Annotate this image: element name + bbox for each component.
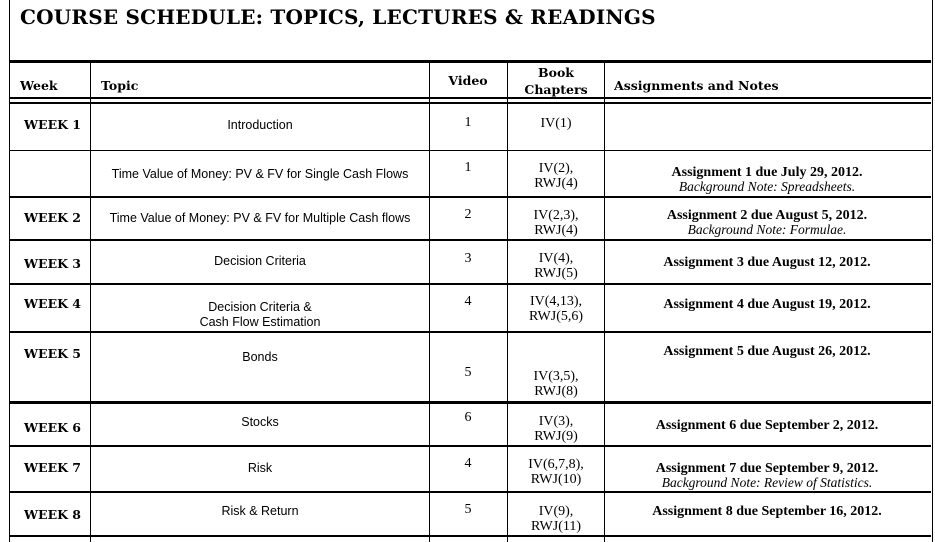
book-chapters <box>508 208 604 238</box>
video-count: 1 <box>464 160 472 175</box>
video-count: 3 <box>464 251 472 266</box>
page-title: COURSE SCHEDULE: TOPICS, LECTURES & READINGS <box>20 5 656 29</box>
rule-row <box>9 239 931 241</box>
book-line1: IV(6,7,8), <box>528 457 584 472</box>
book-chapters <box>508 504 604 534</box>
week-label: WEEK 6 <box>24 420 82 435</box>
topic-cell <box>92 167 428 182</box>
background-note: Background Note: Spreadsheets. <box>678 179 856 194</box>
rule-row <box>9 445 931 447</box>
assignment-due: Assignment 3 due August 12, 2012. <box>663 255 871 270</box>
book-line1: IV(3,5), <box>533 369 579 384</box>
col-divider <box>90 62 91 542</box>
header-video: Video <box>448 73 488 88</box>
week-label: WEEK 2 <box>24 210 82 225</box>
video-count: 1 <box>464 115 472 130</box>
header-book-line1: Book <box>538 65 574 80</box>
assignment-cell <box>605 419 929 433</box>
book-chapters <box>508 116 604 131</box>
book-chapters <box>508 294 604 324</box>
rule-row <box>9 331 931 333</box>
book-line1: IV(4), <box>538 251 574 266</box>
header-notes: Assignments and Notes <box>614 78 779 93</box>
assignment-due: Assignment 6 due September 2, 2012. <box>655 418 879 433</box>
assignment-cell <box>605 298 929 312</box>
topic-line2: Cash Flow Estimation <box>199 315 321 329</box>
topic-line1: Time Value of Money: PV & FV for Multiple Cash flows <box>109 211 411 225</box>
topic-line1: Decision Criteria <box>214 254 306 268</box>
rule-row <box>9 150 931 151</box>
topic-cell <box>92 254 428 269</box>
topic-cell <box>92 350 428 365</box>
assignment-cell <box>605 462 929 490</box>
rule-header <box>9 97 931 99</box>
week-label: WEEK 4 <box>24 296 82 311</box>
topic-cell <box>92 211 428 226</box>
rule-row <box>9 102 931 104</box>
topic-cell <box>92 461 428 476</box>
rule-row <box>9 283 931 285</box>
book-chapters <box>508 161 604 191</box>
header-topic: Topic <box>101 78 139 93</box>
video-count: 4 <box>464 294 472 309</box>
book-line2: RWJ(4) <box>534 176 578 191</box>
topic-line1: Risk <box>247 461 273 475</box>
video-count: 4 <box>464 456 472 471</box>
background-note: Background Note: Formulae. <box>687 222 847 237</box>
topic-line1: Time Value of Money: PV & FV for Single Cash Flows <box>111 167 409 181</box>
topic-cell <box>92 118 428 133</box>
header-book-chapters <box>508 64 604 98</box>
rule-row <box>9 491 931 493</box>
book-line2: RWJ(4) <box>534 223 578 238</box>
book-line1: IV(9), <box>538 504 574 519</box>
week-label: WEEK 1 <box>24 117 82 132</box>
assignment-cell <box>605 505 929 519</box>
book-chapters <box>508 369 604 399</box>
topic-cell <box>92 300 428 330</box>
rule-title <box>9 60 931 63</box>
assignment-due: Assignment 7 due September 9, 2012. <box>655 461 879 476</box>
book-line2: RWJ(9) <box>534 429 578 444</box>
topic-cell <box>92 415 428 430</box>
rule-row <box>9 535 931 537</box>
week-label: WEEK 5 <box>24 346 82 361</box>
header-book-line2: Chapters <box>524 82 588 97</box>
assignment-cell <box>605 345 929 359</box>
topic-line1: Decision Criteria & <box>208 300 312 314</box>
topic-line1: Bonds <box>242 350 278 364</box>
topic-line1: Introduction <box>227 118 293 132</box>
book-line1: IV(4,13), <box>529 294 583 309</box>
book-line2: RWJ(11) <box>530 519 582 534</box>
topic-cell <box>92 504 428 519</box>
book-chapters <box>508 457 604 487</box>
video-count: 2 <box>464 207 472 222</box>
background-note: Background Note: Review of Statistics. <box>661 475 873 490</box>
book-line1: IV(2,3), <box>533 208 579 223</box>
assignment-cell <box>605 256 929 270</box>
video-count: 6 <box>464 410 472 425</box>
book-line2: RWJ(5) <box>534 266 578 281</box>
topic-line1: Risk & Return <box>221 504 299 518</box>
video-count: 5 <box>464 365 472 380</box>
assignment-due: Assignment 8 due September 16, 2012. <box>652 504 882 519</box>
assignment-due: Assignment 2 due August 5, 2012. <box>666 208 868 223</box>
book-line1: IV(3), <box>538 414 574 429</box>
video-count: 5 <box>464 502 472 517</box>
book-chapters <box>508 414 604 444</box>
rule-row <box>9 196 931 198</box>
assignment-due: Assignment 4 due August 19, 2012. <box>663 297 871 312</box>
book-line2: RWJ(5,6) <box>528 309 584 324</box>
week-label: WEEK 7 <box>24 460 82 475</box>
assignment-cell <box>605 166 929 194</box>
book-line1: IV(1) <box>540 116 572 131</box>
week-label: WEEK 8 <box>24 507 82 522</box>
week-label: WEEK 3 <box>24 256 82 271</box>
book-chapters <box>508 251 604 281</box>
assignment-cell <box>605 209 929 237</box>
topic-line1: Stocks <box>241 415 279 429</box>
book-line2: RWJ(10) <box>530 472 582 487</box>
assignment-due: Assignment 5 due August 26, 2012. <box>663 344 871 359</box>
header-week: Week <box>20 78 58 93</box>
book-line2: RWJ(8) <box>534 384 578 399</box>
assignment-due: Assignment 1 due July 29, 2012. <box>671 165 863 180</box>
book-line1: IV(2), <box>538 161 574 176</box>
rule-row <box>9 401 931 404</box>
